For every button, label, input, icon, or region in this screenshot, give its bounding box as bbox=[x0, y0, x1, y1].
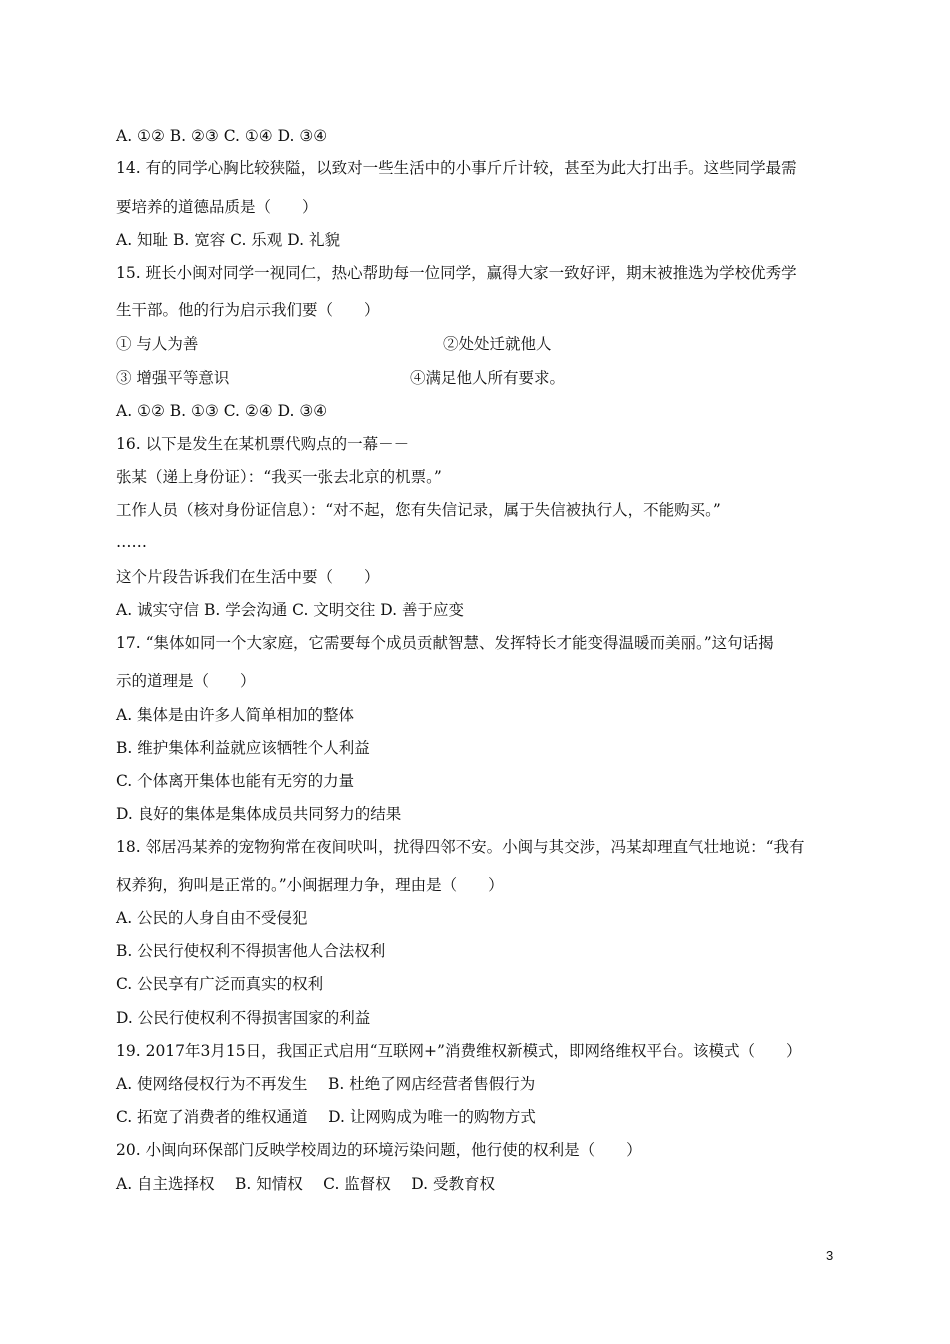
q18-option-c: C. 公民享有广泛而真实的权利 bbox=[116, 975, 324, 993]
q16-stem-line3: 工作人员（核对身份证信息）：“对不起，您有失信记录，属于失信被执行人，不能购买。” bbox=[116, 501, 721, 519]
q16-ellipsis: …… bbox=[116, 533, 147, 551]
q19-stem: 19. 2017年3月15日，我国正式启用“互联网+”消费维权新模式，即网络维权平台。该模式（ ） bbox=[116, 1042, 802, 1060]
q18-option-b: B. 公民行使权利不得损害他人合法权利 bbox=[116, 942, 386, 960]
q15-item-2: ②处处迁就他人 bbox=[443, 335, 552, 353]
q17-option-c: C. 个体离开集体也能有无穷的力量 bbox=[116, 772, 355, 790]
q17-stem-line1: 17. “集体如同一个大家庭，它需要每个成员贡献智慧、发挥特长才能变得温暖而美丽。”这句话揭 bbox=[116, 634, 774, 652]
q17-option-a: A. 集体是由许多人简单相加的整体 bbox=[116, 706, 355, 724]
q15-options: A. ①② B. ①③ C. ②④ D. ③④ bbox=[116, 402, 328, 420]
q18-stem-line2: 权养狗，狗叫是正常的。”小闽据理力争，理由是（ ） bbox=[116, 876, 504, 894]
q16-stem-line2: 张某（递上身份证）：“我买一张去北京的机票。” bbox=[116, 468, 442, 486]
q15-item-3: ③ 增强平等意识 bbox=[116, 369, 230, 387]
q14-stem-line1: 14. 有的同学心胸比较狭隘，以致对一些生活中的小事斤斤计较，甚至为此大打出手。这些同学最需 bbox=[116, 159, 797, 177]
q20-options: A. 自主选择权 B. 知情权 C. 监督权 D. 受教育权 bbox=[116, 1175, 495, 1193]
q17-option-b: B. 维护集体利益就应该牺牲个人利益 bbox=[116, 739, 370, 757]
q15-stem-line1: 15. 班长小闽对同学一视同仁，热心帮助每一位同学，赢得大家一致好评，期末被推选为学校优秀学 bbox=[116, 264, 797, 282]
q17-stem-line2: 示的道理是（ ） bbox=[116, 672, 256, 690]
q14-stem-line2: 要培养的道德品质是（ ） bbox=[116, 198, 318, 216]
q16-options: A. 诚实守信 B. 学会沟通 C. 文明交往 D. 善于应变 bbox=[116, 601, 464, 619]
q19-options-cd: C. 拓宽了消费者的维权通道 D. 让网购成为唯一的购物方式 bbox=[116, 1108, 536, 1126]
q18-stem-line1: 18. 邻居冯某养的宠物狗常在夜间吠叫，扰得四邻不安。小闽与其交涉，冯某却理直气壮地说：“我有 bbox=[116, 838, 805, 856]
q18-option-a: A. 公民的人身自由不受侵犯 bbox=[116, 909, 308, 927]
q18-option-d: D. 公民行使权利不得损害国家的利益 bbox=[116, 1009, 371, 1027]
q17-option-d: D. 良好的集体是集体成员共同努力的结果 bbox=[116, 805, 402, 823]
q15-item-1: ① 与人为善 bbox=[116, 335, 199, 353]
q20-stem: 20. 小闽向环保部门反映学校周边的环境污染问题，他行使的权利是（ ） bbox=[116, 1141, 642, 1159]
q13-options: A. ①② B. ②③ C. ①④ D. ③④ bbox=[116, 127, 328, 145]
q16-stem-line1: 16. 以下是发生在某机票代购点的一幕－－ bbox=[116, 435, 410, 453]
q15-stem-line2: 生干部。他的行为启示我们要（ ） bbox=[116, 301, 380, 319]
q16-stem-line4: 这个片段告诉我们在生活中要（ ） bbox=[116, 568, 380, 586]
q19-options-ab: A. 使网络侵权行为不再发生 B. 杜绝了网店经营者售假行为 bbox=[116, 1075, 536, 1093]
q14-options: A. 知耻 B. 宽容 C. 乐观 D. 礼貌 bbox=[116, 231, 340, 249]
page-number: 3 bbox=[826, 1248, 834, 1263]
q15-item-4: ④满足他人所有要求。 bbox=[410, 369, 566, 387]
